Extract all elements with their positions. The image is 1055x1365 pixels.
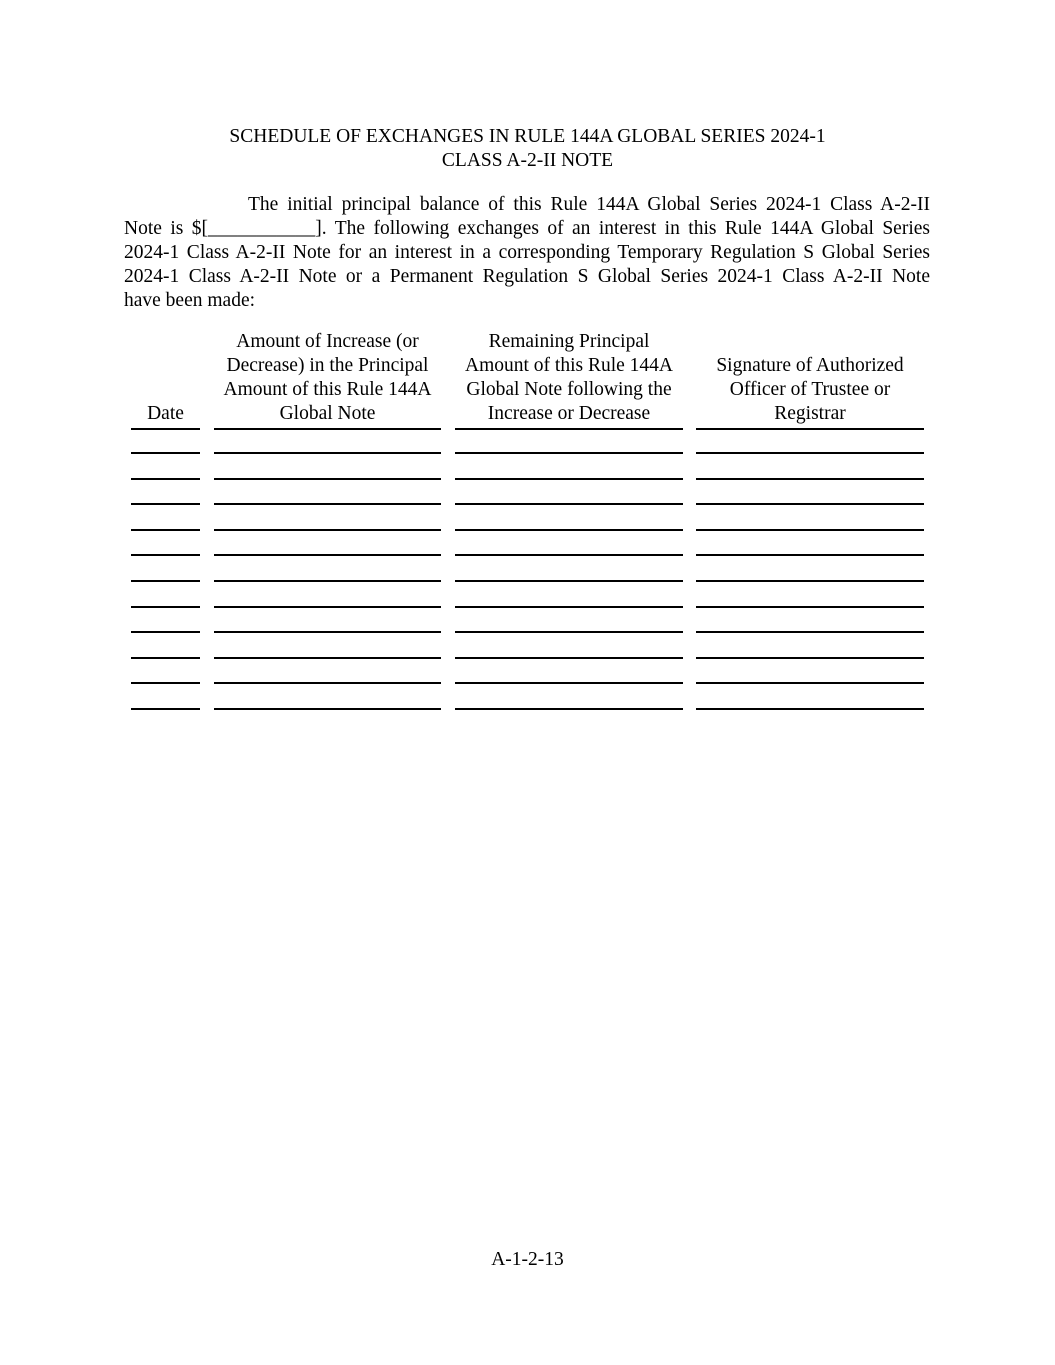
blank-entry-line (455, 529, 683, 531)
column-header-line: Global Note following the (466, 379, 672, 400)
column-header-date (131, 330, 200, 430)
blank-entry-line (214, 708, 441, 710)
column-header-remaining-principal (455, 330, 683, 430)
column-header-signature (696, 330, 924, 430)
blank-entry-line (455, 554, 683, 556)
blank-entry-line (131, 657, 200, 659)
blank-entry-line (131, 631, 200, 633)
blank-entry-line (696, 503, 924, 505)
column-header-line: Amount of this Rule 144A (223, 379, 432, 400)
paragraph-line: The initial principal balance of this Rule 144A Global Series 2024-1 Class A-2-II (248, 194, 930, 215)
blank-entry-line (214, 452, 441, 454)
blank-entry-line (455, 708, 683, 710)
blank-entry-line (131, 708, 200, 710)
blank-entry-line (455, 606, 683, 608)
column-header-line: Date (147, 403, 184, 424)
column-header-line: Amount of Increase (or (236, 331, 419, 352)
paragraph-line: Note is $[___________]. The following exchanges of an interest in this Rule 144A Global Series (124, 218, 930, 239)
blank-entry-line (131, 580, 200, 582)
blank-entry-line (696, 708, 924, 710)
column-header-line: Registrar (774, 403, 846, 424)
blank-entry-line (696, 631, 924, 633)
blank-entry-line (131, 529, 200, 531)
column-header-line: Remaining Principal (488, 331, 650, 352)
paragraph-line: 2024-1 Class A-2-II Note or a Permanent Regulation S Global Series 2024-1 Class A-2-II Note (124, 266, 930, 287)
blank-entry-line (131, 606, 200, 608)
paragraph-line: 2024-1 Class A-2-II Note for an interest in a corresponding Temporary Regulation S Global Series (124, 242, 930, 263)
blank-entry-line (131, 452, 200, 454)
blank-entry-line (455, 682, 683, 684)
blank-entry-line (696, 682, 924, 684)
blank-entry-line (131, 554, 200, 556)
page-number: A-1-2-13 (491, 1249, 564, 1270)
blank-entry-line (455, 478, 683, 480)
column-header-line: Officer of Trustee or (729, 379, 891, 400)
column-header-line: Increase or Decrease (487, 403, 651, 424)
blank-entry-line (455, 580, 683, 582)
blank-entry-line (214, 529, 441, 531)
blank-entry-line (214, 554, 441, 556)
blank-entry-line (214, 657, 441, 659)
column-header-line: Global Note (279, 403, 376, 424)
blank-entry-line (214, 580, 441, 582)
column-header-line: Amount of this Rule 144A (465, 355, 673, 376)
blank-entry-line (214, 682, 441, 684)
blank-entry-line (214, 478, 441, 480)
blank-entry-line (455, 631, 683, 633)
blank-entry-line (131, 682, 200, 684)
blank-entry-line (455, 452, 683, 454)
column-header-line: Signature of Authorized (716, 355, 904, 376)
blank-entry-line (214, 631, 441, 633)
blank-entry-line (131, 478, 200, 480)
blank-entry-line (455, 657, 683, 659)
blank-entry-line (696, 657, 924, 659)
paragraph-line: have been made: (124, 290, 256, 311)
column-header-line: Decrease) in the Principal (226, 355, 429, 376)
blank-entry-line (696, 529, 924, 531)
blank-entry-line (696, 452, 924, 454)
blank-entry-line (131, 503, 200, 505)
blank-entry-line (696, 478, 924, 480)
blank-entry-line (696, 606, 924, 608)
blank-entry-line (214, 606, 441, 608)
blank-entry-line (696, 554, 924, 556)
blank-entry-line (214, 503, 441, 505)
schedule-title-line-1: SCHEDULE OF EXCHANGES IN RULE 144A GLOBAL SERIES 2024-1 (229, 126, 826, 147)
blank-entry-line (696, 580, 924, 582)
blank-entry-line (455, 503, 683, 505)
column-header-increase-decrease (214, 330, 441, 430)
schedule-title-line-2: CLASS A-2-II NOTE (441, 150, 614, 171)
